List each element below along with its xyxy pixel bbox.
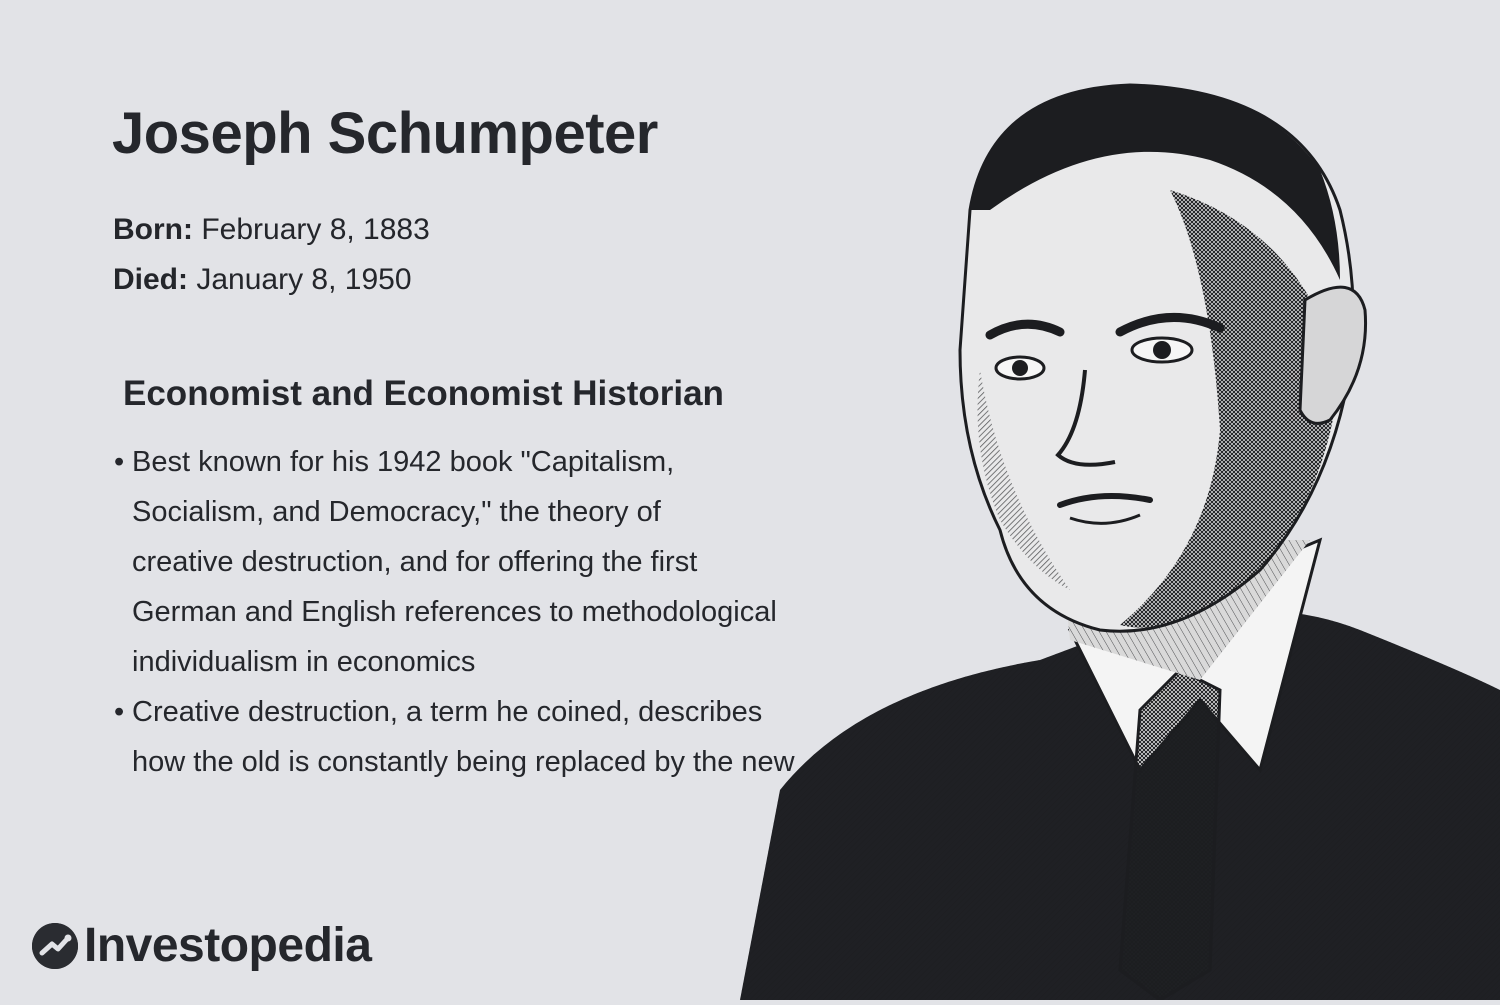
investopedia-logo-icon (32, 923, 78, 969)
bullet-line: individualism in economics (132, 646, 476, 678)
bullet-item (112, 437, 832, 687)
logo-text: Investopedia (84, 919, 372, 972)
bullet-line: Creative destruction, a term he coined, describes (132, 696, 763, 728)
born-row (113, 205, 430, 255)
bullet-marker: • (114, 446, 125, 478)
investopedia-logo (32, 918, 371, 973)
bullet-line: creative destruction, and for offering the first (132, 546, 698, 578)
born-value: February 8, 1883 (201, 213, 430, 246)
bullet-item (112, 687, 832, 787)
died-row (113, 255, 430, 305)
section-heading: Economist and Economist Historian (123, 374, 724, 413)
portrait-illustration (740, 70, 1500, 1000)
bullet-list (112, 437, 832, 787)
bullet-line: Socialism, and Democracy," the theory of (132, 496, 661, 528)
bullet-line: German and English references to methodological (132, 596, 777, 628)
life-dates (113, 205, 430, 305)
born-label: Born: (113, 213, 193, 246)
bullet-line: Best known for his 1942 book "Capitalism, (132, 446, 675, 478)
page-title: Joseph Schumpeter (112, 101, 658, 166)
died-value: January 8, 1950 (196, 263, 412, 296)
bullet-line: how the old is constantly being replaced by the new (132, 746, 795, 778)
bullet-marker: • (114, 696, 125, 728)
died-label: Died: (113, 263, 188, 296)
